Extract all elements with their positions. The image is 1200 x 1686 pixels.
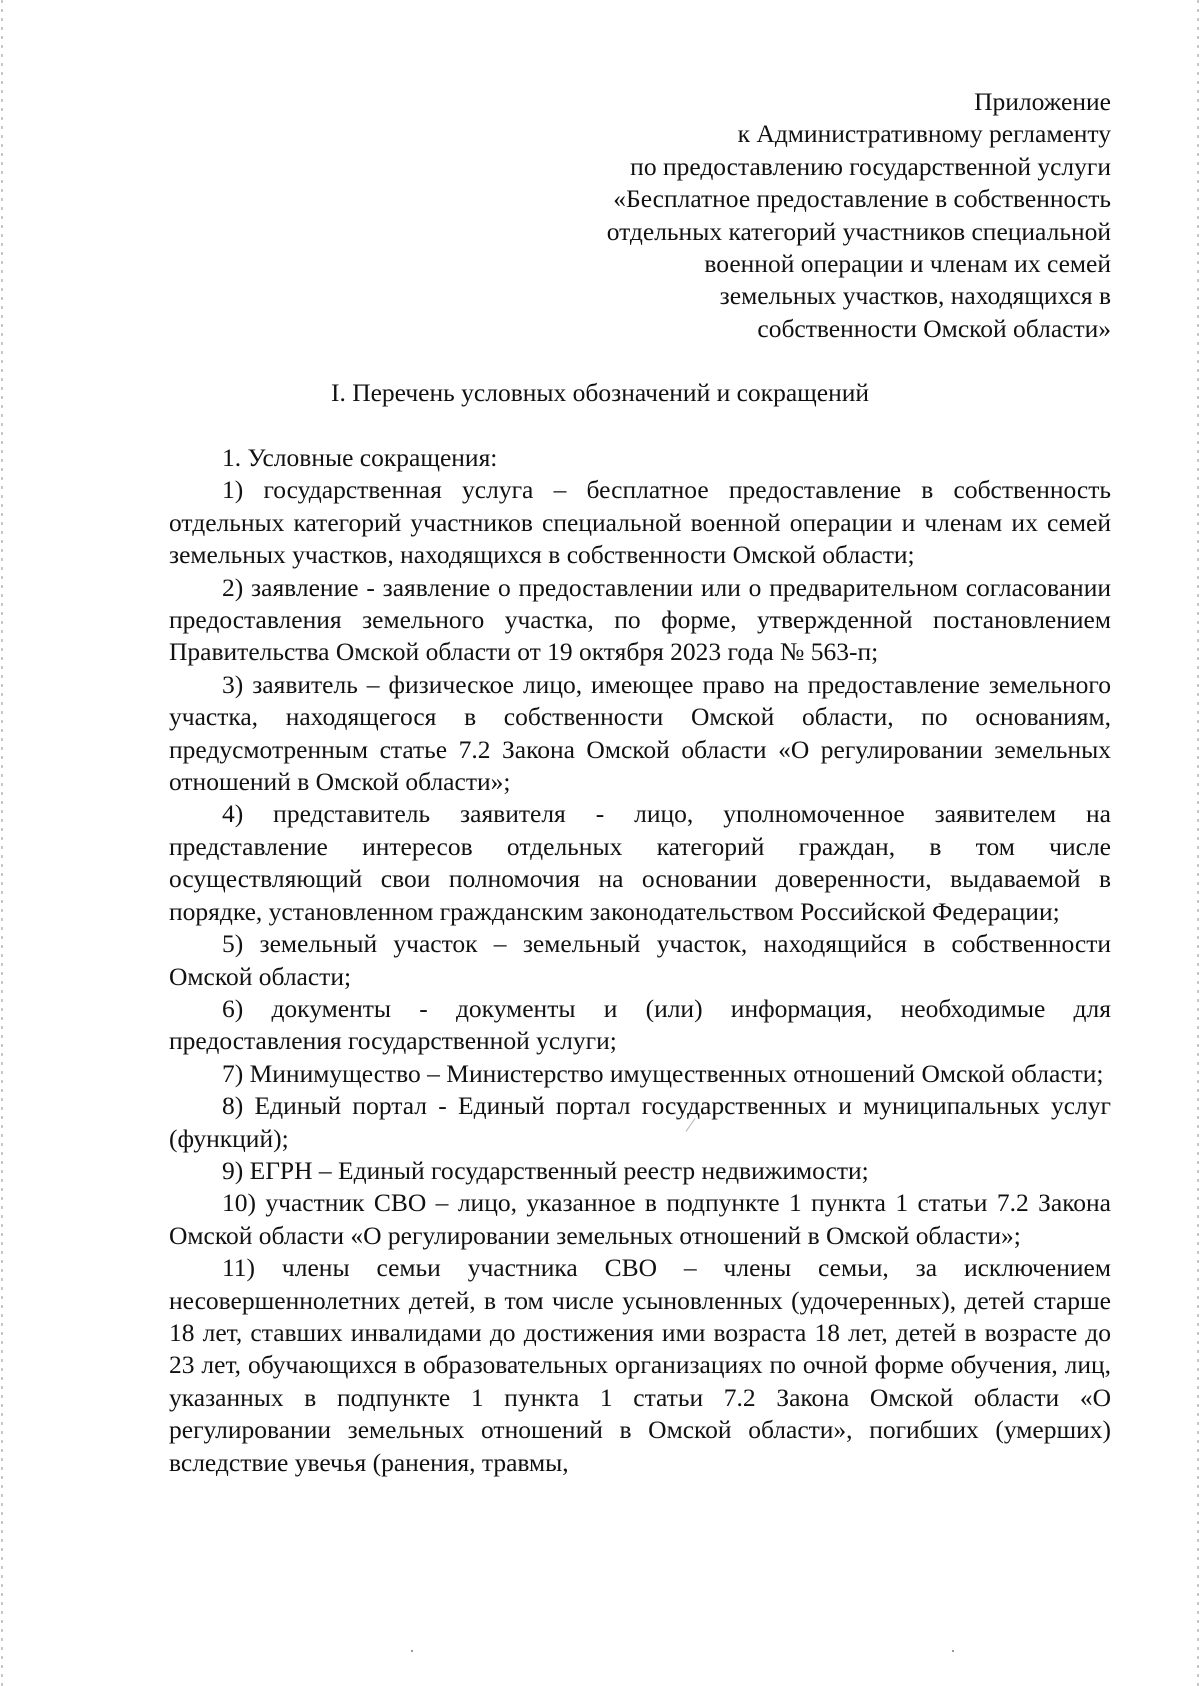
appendix-line: собственности Омской области» [757,313,1111,343]
appendix-line: к Административному регламенту [737,119,1111,149]
list-item-5: 5) земельный участок – земельный участок, находящийся в собственности Омской области; [169,929,1111,991]
abbreviations-list [169,442,1111,1479]
list-item-2: 2) заявление - заявление о предоставлении или о предварительном согласовании предоставления земельного участка, по форме, утвержденной постановлением Правительства Омской области от 19 октября 2023 года № 563-п; [169,572,1111,667]
list-item-10: 10) участник СВО – лицо, указанное в подпункте 1 пункта 1 статьи 7.2 Закона Омской области «О регулировании земельных отношений в Омской области»; [169,1188,1111,1250]
list-item-11: 11) члены семьи участника СВО – члены семьи, за исключением несовершеннолетних детей, в том числе усыновленных (удочеренных), детей старше 18 лет, ставших инвалидами до достижения ими возраста 18 лет, детей в возрасте до 23 лет, обучающихся в образовательных организациях по очной форме обучения, лиц, указанных в подпункте 1 пункта 1 статьи 7.2 Закона Омской области «О регулировании земельных отношений в Омской области», погибших (умерших) вследствие увечья (ранения, травмы, [169,1253,1111,1477]
scan-edge-right [1197,0,1199,1686]
appendix-line: «Бесплатное предоставление в собственность [613,184,1111,214]
appendix-line: по предоставлению государственной услуги [630,151,1111,181]
list-item-4: 4) представитель заявителя - лицо, уполномоченное заявителем на представление интересов отдельных категорий граждан, в том числе осуществляющий свои полномочия на основании доверенности, выдаваемой в порядке, установленном гражданским законодательством Российской Федерации; [169,799,1111,926]
scan-dot [411,1650,413,1652]
list-item-9: 9) ЕГРН – Единый государственный реестр недвижимости; [222,1155,869,1185]
list-item-1: 1) государственная услуга – бесплатное предоставление в собственность отдельных категорий участников специальной военной операции и членам их семей земельных участков, находящихся в собственности Омской области; [169,475,1111,570]
appendix-line: военной операции и членам их семей [704,249,1111,279]
list-item-3: 3) заявитель – физическое лицо, имеющее право на предоставление земельного участка, находящегося в собственности Омской области, по основаниям, предусмотренным статье 7.2 Закона Омской области «О регулировании земельных отношений в Омской области»; [169,669,1111,797]
appendix-line: отдельных категорий участников специальной [606,216,1111,246]
appendix-line: земельных участков, находящихся в [719,281,1111,311]
appendix-line: Приложение [974,87,1111,116]
scan-edge-left [1,0,3,1686]
scan-dot [952,1650,954,1652]
list-item-7: 7) Минимущество – Министерство имущественных отношений Омской области; [222,1058,1104,1088]
list-intro: 1. Условные сокращения: [222,443,498,472]
appendix-header [607,86,1111,345]
list-item-6: 6) документы - документы и (или) информация, необходимые для предоставления государственной услуги; [169,993,1111,1056]
section-title: I. Перечень условных обозначений и сокращений [330,378,870,407]
list-item-8: 8) Единый портал - Единый портал государственных и муниципальных услуг (функций); [169,1091,1111,1153]
